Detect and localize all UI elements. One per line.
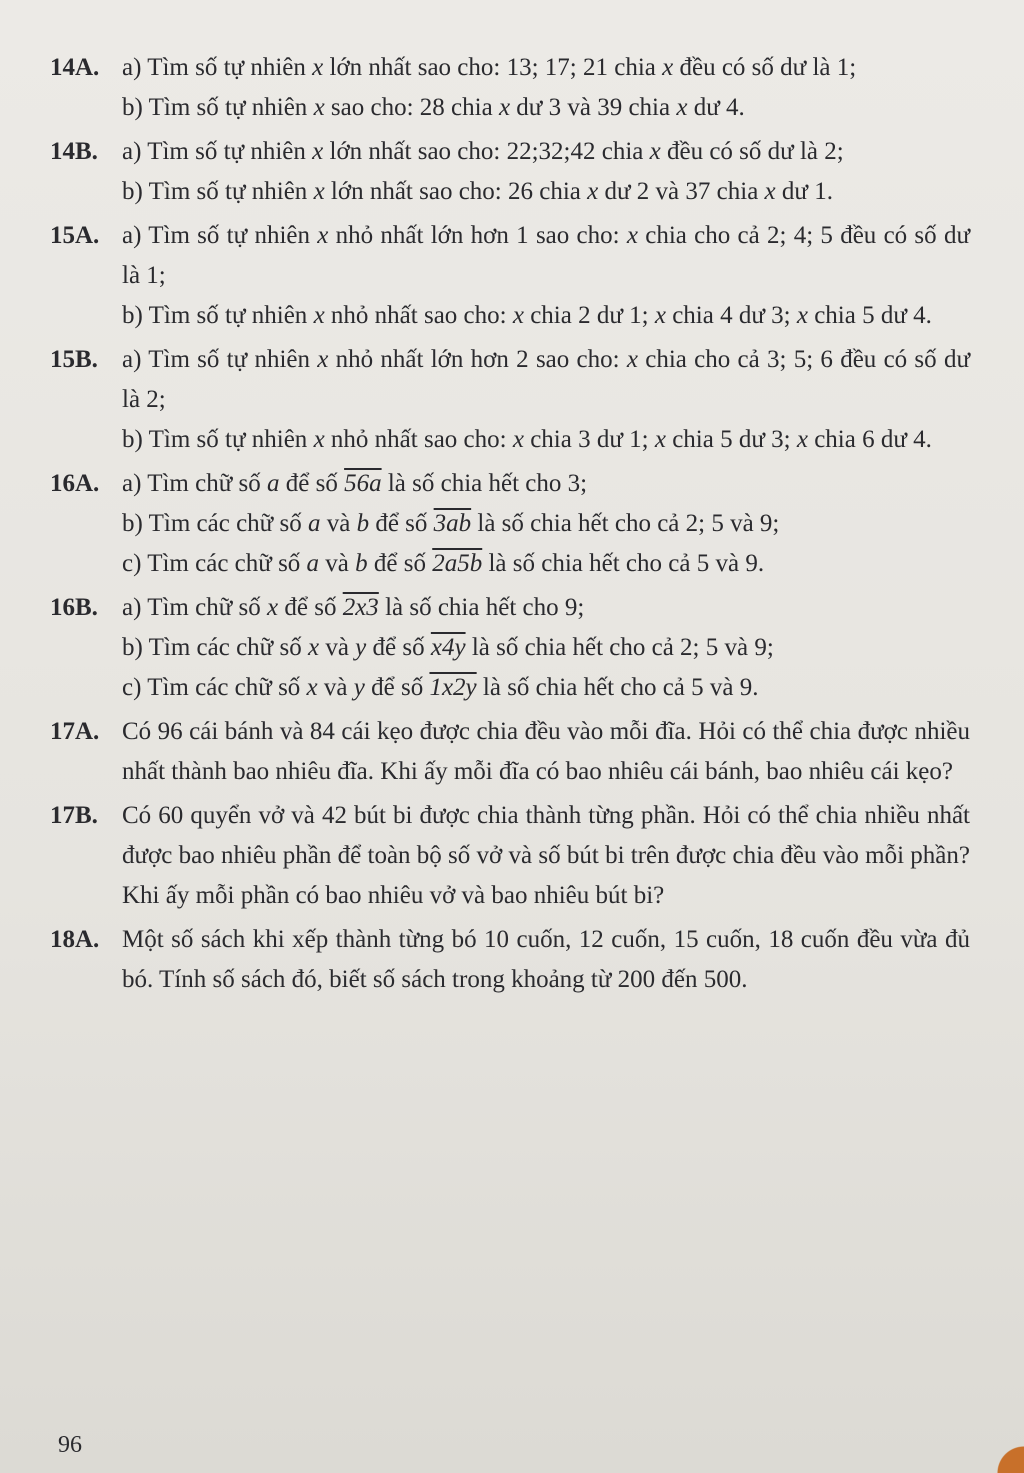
text-segment: nhỏ nhất lớn hơn 2 sao cho: — [328, 346, 627, 373]
text-segment: sao cho: 28 chia — [324, 94, 499, 121]
text-segment: để số — [278, 594, 343, 621]
text-segment: để số — [369, 510, 434, 537]
exercise-number: 15A. — [50, 222, 100, 249]
math-variable: x — [313, 178, 325, 205]
text-segment: c) Tìm các chữ số — [122, 674, 307, 701]
text-segment: nhỏ nhất lớn hơn 1 sao cho: — [328, 222, 627, 249]
math-variable: x — [307, 634, 320, 661]
text-segment: dư 3 và 39 chia — [510, 94, 677, 121]
exercise-item — [50, 588, 970, 708]
corner-shadow — [984, 1433, 1024, 1473]
text-segment: là số chia hết cho cả 2; 5 và 9; — [471, 510, 780, 537]
math-variable: x — [626, 346, 638, 373]
overlined-number: x4y — [430, 634, 466, 661]
exercise-line — [122, 216, 970, 296]
math-variable: x — [313, 302, 325, 329]
exercise-line — [122, 544, 970, 584]
exercise-line — [122, 668, 970, 708]
math-variable: x — [676, 94, 688, 121]
math-variable: a — [307, 510, 321, 537]
text-segment: c) Tìm các chữ số — [122, 550, 307, 577]
math-variable: a — [267, 470, 280, 497]
exercise-item — [50, 340, 970, 460]
text-segment: để số — [367, 550, 433, 577]
overlined-number: 2x3 — [342, 594, 379, 621]
math-variable: b — [355, 550, 368, 577]
math-variable: x — [312, 54, 324, 81]
math-variable: x — [654, 302, 666, 329]
math-variable: x — [654, 426, 666, 453]
text-segment: a) Tìm số tự nhiên — [122, 346, 318, 373]
text-segment: để số — [364, 674, 430, 701]
text-segment: là số chia hết cho cả 5 và 9. — [476, 674, 759, 701]
text-segment: lớn nhất sao cho: 26 chia — [324, 178, 588, 205]
text-segment: b) Tìm số tự nhiên — [122, 426, 314, 453]
overlined-number: 56a — [344, 470, 382, 497]
math-variable: x — [312, 138, 324, 165]
math-variable: x — [796, 426, 808, 453]
math-variable: x — [498, 94, 511, 121]
text-segment: và — [317, 674, 354, 701]
exercise-line — [122, 796, 970, 916]
math-variable: x — [649, 138, 661, 165]
exercise-number: 16A. — [50, 470, 100, 497]
text-segment: lớn nhất sao cho: 22;32;42 chia — [323, 138, 650, 165]
text-segment: chia 4 dư 3; — [665, 302, 797, 329]
text-segment: a) Tìm số tự nhiên — [122, 222, 318, 249]
exercise-line — [122, 464, 970, 504]
exercise-item — [50, 216, 970, 336]
math-variable: x — [313, 94, 325, 121]
exercise-number: 15B. — [50, 346, 98, 373]
text-segment: Một số sách khi xếp thành từng bó 10 cuốn, 12 cuốn, 15 cuốn, 18 cuốn đều vừa đủ bó. Tính số sách đó, biết số sách trong khoảng từ 200 đến 500. — [122, 926, 970, 993]
math-variable: a — [306, 550, 320, 577]
exercise-number: 18A. — [50, 926, 100, 953]
text-segment: và — [319, 550, 356, 577]
math-variable: y — [353, 674, 365, 701]
math-variable: x — [796, 302, 808, 329]
exercise-line — [122, 628, 970, 668]
exercise-list — [50, 48, 970, 1004]
exercise-line — [122, 48, 970, 88]
exercise-line — [122, 296, 970, 336]
text-segment: để số — [279, 470, 345, 497]
math-variable: b — [356, 510, 370, 537]
text-segment: Có 60 quyển vở và 42 bút bi được chia thành từng phần. Hỏi có thể chia nhiều nhất được bao nhiêu phần để toàn bộ số vở và số bút bi trên được chia đều vào mỗi phần? Khi ấy mỗi phần có bao nhiêu vở và bao nhiêu bút bi? — [122, 802, 970, 909]
exercise-number: 14A. — [50, 54, 100, 81]
exercise-item — [50, 920, 970, 1000]
text-segment: chia cho cả 2; 4; 5 đều có số dư là 1; — [122, 222, 970, 289]
text-segment: là số chia hết cho cả 2; 5 và 9; — [465, 634, 774, 661]
text-segment: nhỏ nhất sao cho: — [324, 426, 513, 453]
exercise-line — [122, 132, 970, 172]
exercise-item — [50, 796, 970, 916]
math-variable: x — [512, 426, 524, 453]
text-segment: chia 2 dư 1; — [523, 302, 655, 329]
text-segment: dư 1. — [775, 178, 833, 205]
text-segment: b) Tìm số tự nhiên — [122, 178, 314, 205]
text-segment: b) Tìm số tự nhiên — [122, 94, 314, 121]
exercise-item — [50, 132, 970, 212]
text-segment: chia cho cả 3; 5; 6 đều có số dư là 2; — [122, 346, 970, 413]
exercise-line — [122, 920, 970, 1000]
text-segment: dư 2 và 37 chia — [598, 178, 765, 205]
text-segment: lớn nhất sao cho: 13; 17; 21 chia — [323, 54, 663, 81]
exercise-item — [50, 464, 970, 584]
overlined-number: 1x2y — [429, 674, 477, 701]
text-segment: chia 3 dư 1; — [523, 426, 655, 453]
text-segment: a) Tìm chữ số — [122, 470, 268, 497]
exercise-line — [122, 340, 970, 420]
text-segment: chia 5 dư 4. — [807, 302, 932, 329]
text-segment: chia 6 dư 4. — [807, 426, 932, 453]
text-segment: và — [320, 510, 357, 537]
text-segment: dư 4. — [687, 94, 745, 121]
exercise-item — [50, 712, 970, 792]
text-segment: a) Tìm chữ số — [122, 594, 268, 621]
exercise-number: 17B. — [50, 802, 98, 829]
text-segment: và — [319, 634, 356, 661]
exercise-line — [122, 88, 970, 128]
math-variable: y — [355, 634, 367, 661]
text-segment: chia 5 dư 3; — [665, 426, 797, 453]
exercise-number: 16B. — [50, 594, 98, 621]
math-variable: x — [512, 302, 524, 329]
math-variable: x — [626, 222, 638, 249]
text-segment: là số chia hết cho 3; — [381, 470, 588, 497]
math-variable: x — [267, 594, 279, 621]
math-variable: x — [764, 178, 776, 205]
text-segment: là số chia hết cho 9; — [378, 594, 585, 621]
exercise-line — [122, 712, 970, 792]
text-segment: b) Tìm các chữ số — [122, 510, 308, 537]
math-variable: x — [587, 178, 599, 205]
overlined-number: 2a5b — [432, 550, 483, 577]
text-segment: đều có số dư là 2; — [660, 138, 844, 165]
math-variable: x — [662, 54, 674, 81]
text-segment: b) Tìm số tự nhiên — [122, 302, 314, 329]
overlined-number: 3ab — [433, 510, 472, 537]
exercise-number: 17A. — [50, 718, 100, 745]
page-number: 96 — [58, 1432, 82, 1458]
math-variable: x — [306, 674, 318, 701]
text-segment: Có 96 cái bánh và 84 cái kẹo được chia đều vào mỗi đĩa. Hỏi có thể chia được nhiều nhất thành bao nhiêu đĩa. Khi ấy mỗi đĩa có bao nhiêu cái bánh, bao nhiêu cái kẹo? — [122, 718, 970, 785]
exercise-item — [50, 48, 970, 128]
text-segment: đều có số dư là 1; — [673, 54, 857, 81]
math-variable: x — [317, 222, 329, 249]
text-segment: b) Tìm các chữ số — [122, 634, 308, 661]
math-variable: x — [313, 426, 325, 453]
exercise-number: 14B. — [50, 138, 98, 165]
exercise-line — [122, 504, 970, 544]
text-segment: là số chia hết cho cả 5 và 9. — [482, 550, 765, 577]
exercise-line — [122, 172, 970, 212]
exercise-line — [122, 420, 970, 460]
math-variable: x — [317, 346, 329, 373]
exercise-line — [122, 588, 970, 628]
text-segment: nhỏ nhất sao cho: — [324, 302, 513, 329]
text-segment: a) Tìm số tự nhiên — [122, 54, 313, 81]
text-segment: để số — [366, 634, 431, 661]
text-segment: a) Tìm số tự nhiên — [122, 138, 313, 165]
